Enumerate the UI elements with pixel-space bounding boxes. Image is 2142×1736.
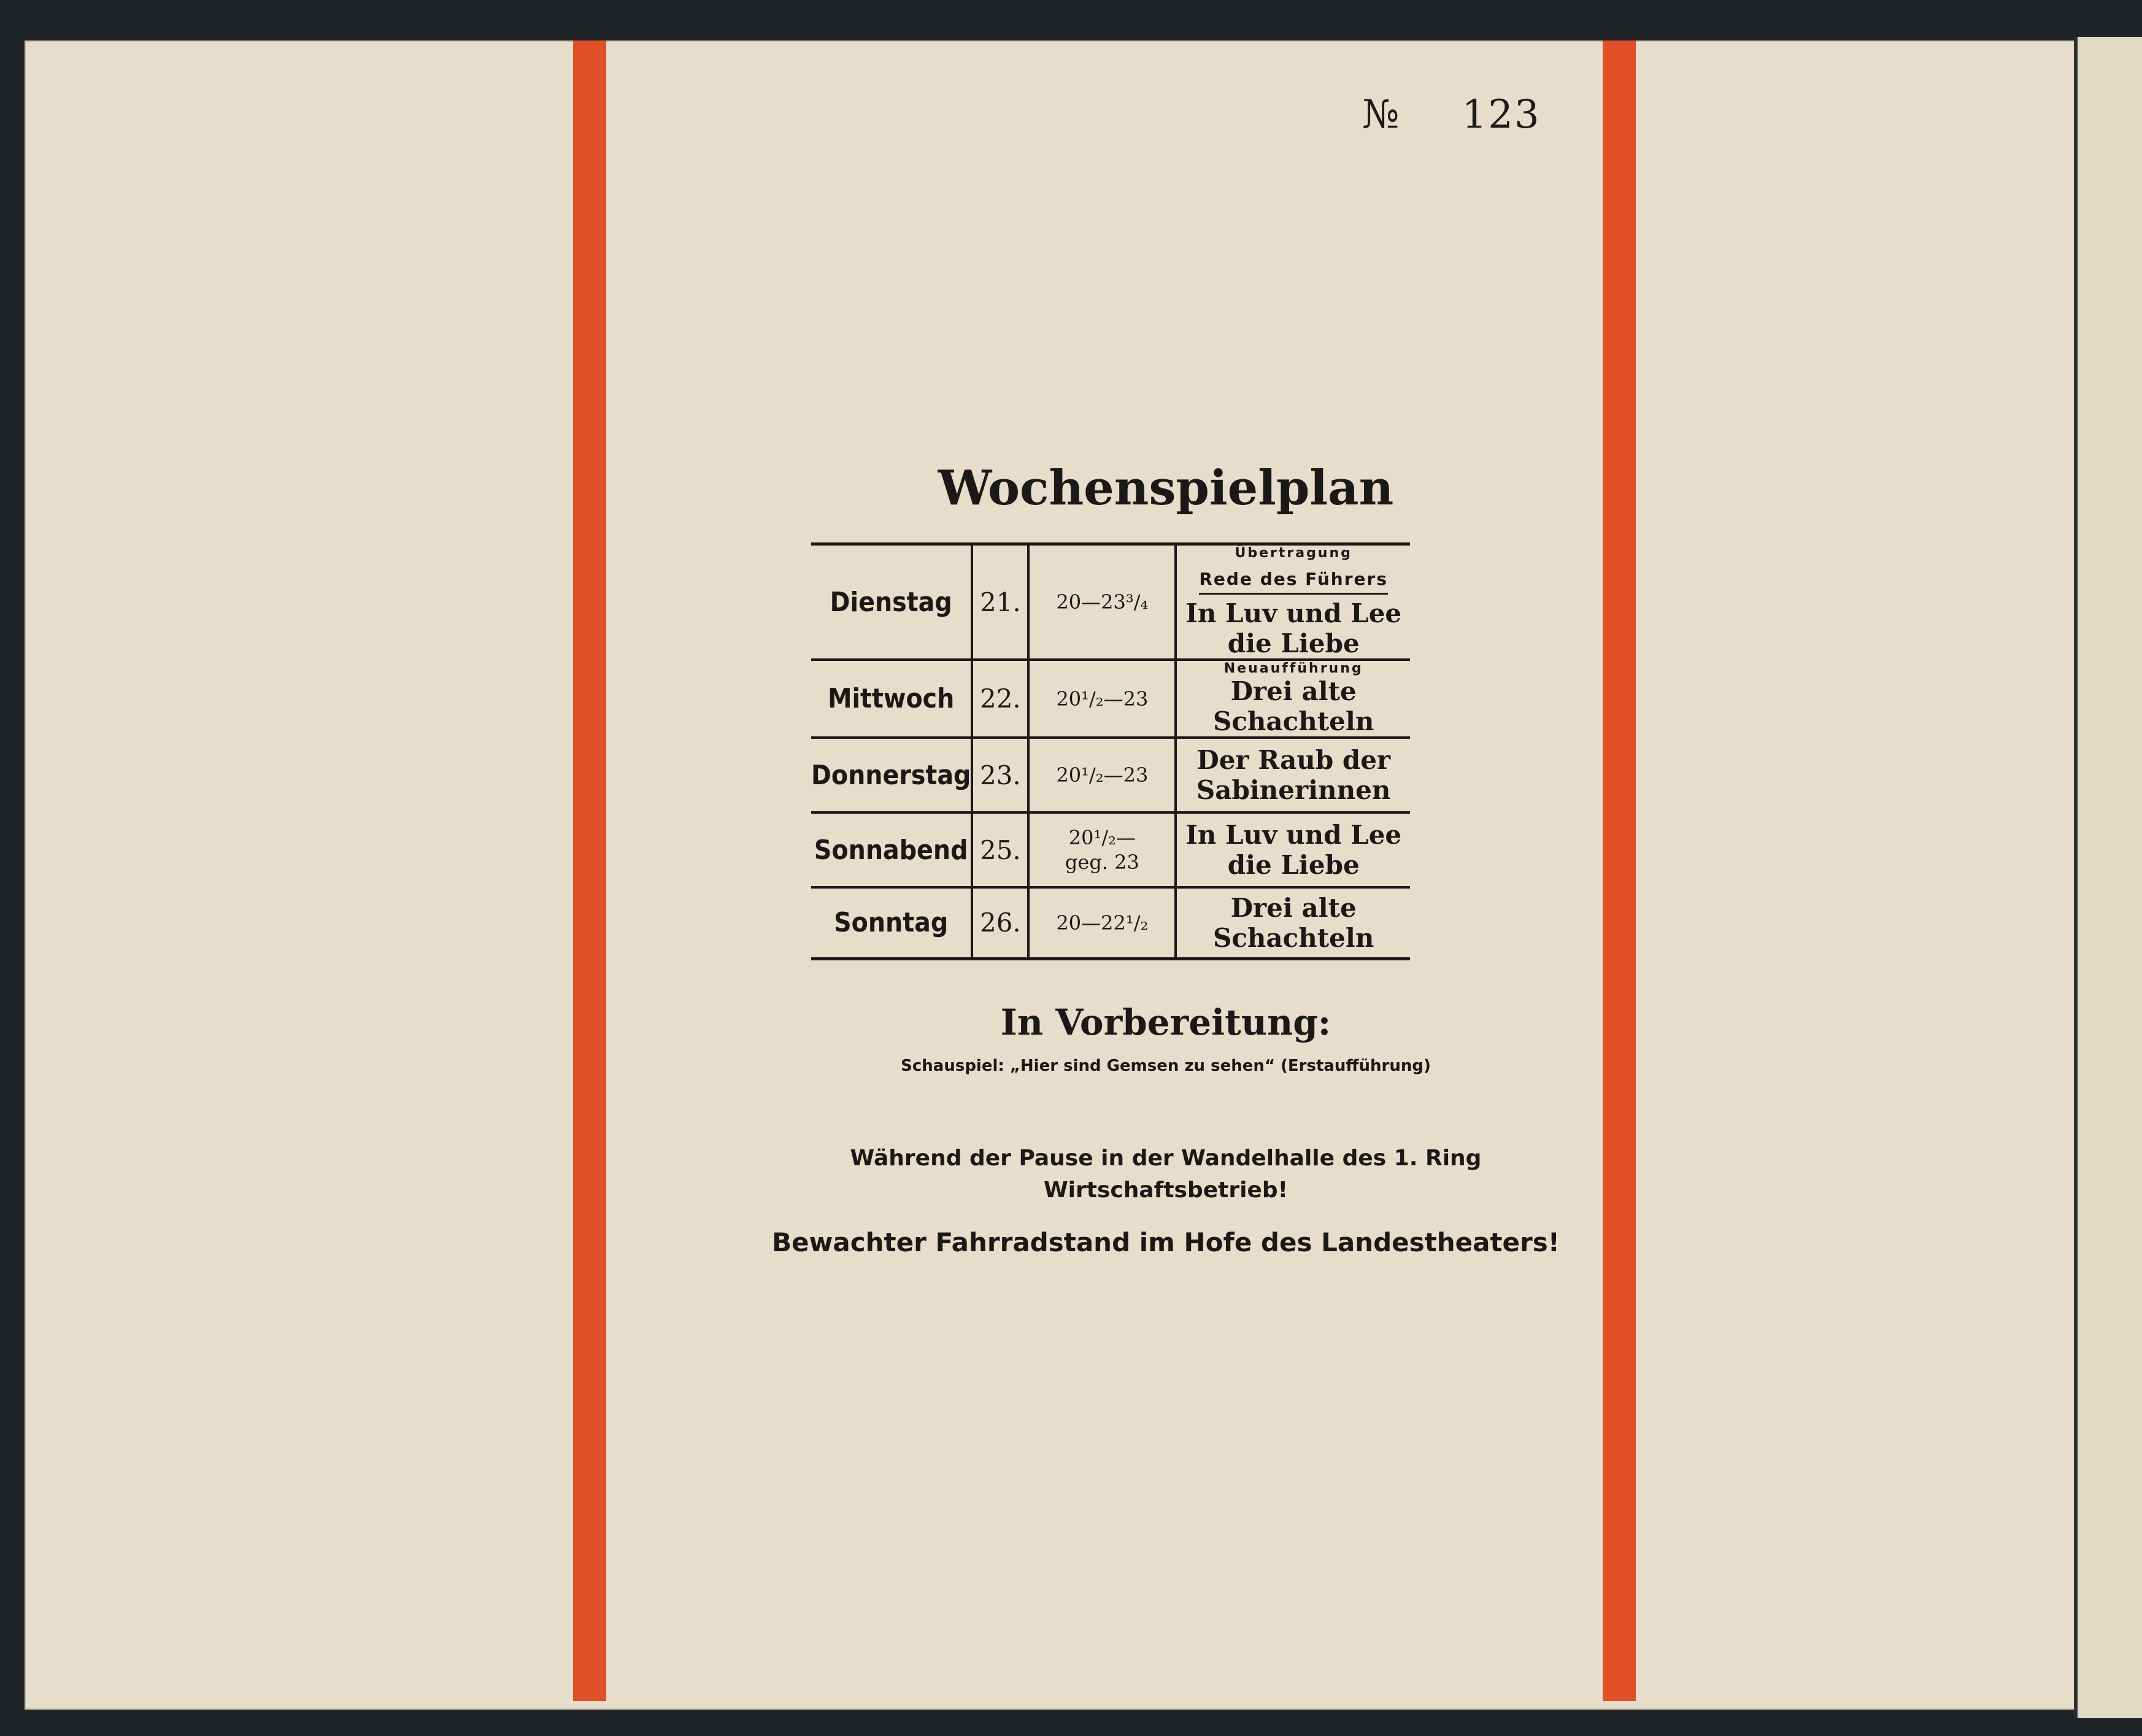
page-number <box>1362 92 1541 137</box>
day-cell: Sonnabend <box>811 812 972 887</box>
date-cell: 25. <box>972 812 1028 887</box>
day-cell: Sonntag <box>811 887 972 959</box>
day-cell: Dienstag <box>811 544 972 660</box>
number-sign: № <box>1362 92 1401 137</box>
preparation-text: Schauspiel: „Hier sind Gemsen zu sehen“ (Erstaufführung) <box>901 1057 1431 1075</box>
play-cell <box>1176 660 1410 738</box>
day-cell: Mittwoch <box>811 660 972 738</box>
speech-note: Rede des Führers <box>1199 569 1388 595</box>
broadcast-note: Übertragung <box>1235 546 1352 561</box>
day-cell: Donnerstag <box>811 738 972 812</box>
date-cell: 21. <box>972 544 1028 660</box>
play-cell <box>1176 544 1410 660</box>
play-cell <box>1176 812 1410 887</box>
date-cell: 26. <box>972 887 1028 959</box>
schedule-table <box>811 542 1410 960</box>
red-stripe-left <box>573 41 606 1701</box>
play-cell <box>1176 738 1410 812</box>
play-title: In Luv und Lee die Liebe <box>1185 598 1402 658</box>
play-title: Drei alte Schachteln <box>1212 892 1374 953</box>
pause-notice <box>779 1143 1552 1206</box>
time-cell: 20¹/₂—23 <box>1028 660 1176 738</box>
pause-notice-line-2: Wirtschaftsbetrieb! <box>1043 1178 1289 1203</box>
number-value: 123 <box>1462 92 1541 137</box>
table-row <box>811 887 1410 959</box>
preparation-heading: In Vorbereitung: <box>1000 1001 1331 1043</box>
time-cell: 20¹/₂—23 <box>1028 738 1176 812</box>
table-row <box>811 812 1410 887</box>
table-row <box>811 660 1410 738</box>
time-cell: 20—22¹/₂ <box>1028 887 1176 959</box>
date-cell: 22. <box>972 660 1028 738</box>
table-row <box>811 738 1410 812</box>
play-title: In Luv und Lee die Liebe <box>1185 820 1402 880</box>
bike-notice: Bewachter Fahrradstand im Hofe des Landestheaters! <box>772 1227 1560 1257</box>
time-cell: 20—23³/₄ <box>1028 544 1176 660</box>
play-cell <box>1176 887 1410 959</box>
next-page-edge <box>2074 37 2142 1718</box>
play-title: Der Raub der Sabinerinnen <box>1196 745 1391 805</box>
pause-notice-line-1: Während der Pause in der Wandelhalle des 1. Ring <box>850 1146 1482 1171</box>
table-row <box>811 544 1410 660</box>
date-cell: 23. <box>972 738 1028 812</box>
play-title: Drei alte Schachteln <box>1212 676 1374 736</box>
red-stripe-right <box>1603 41 1636 1701</box>
time-cell: 20¹/₂— geg. 23 <box>1028 812 1176 887</box>
page-title: Wochenspielplan <box>938 460 1394 516</box>
premiere-note: Neuaufführung <box>1223 661 1363 676</box>
